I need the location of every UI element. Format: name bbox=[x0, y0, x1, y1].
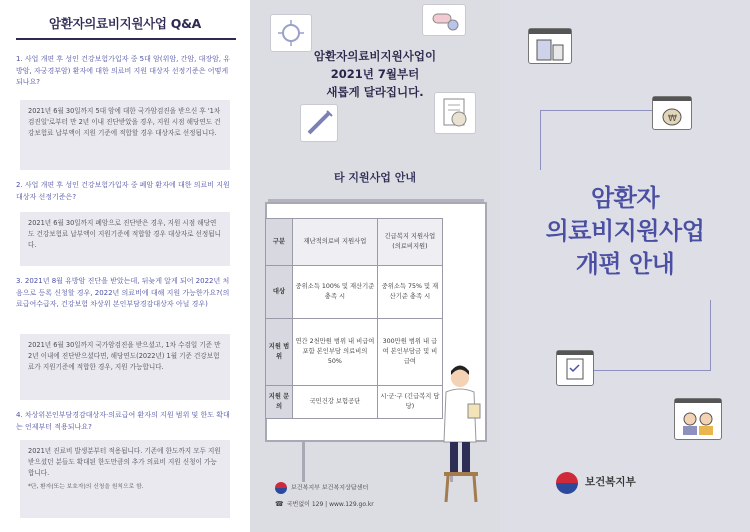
table-row bbox=[266, 386, 443, 419]
cover-title-line-3: 개편 안내 bbox=[575, 250, 675, 278]
headline bbox=[250, 47, 500, 101]
answer-3: 2021년 6월 30일까지 국가암검진을 받으셨고, 1차 수검일 기준 만 2년 이내에 진단받으셨다면, 해당연도(2022년) 1월 기준 건강보험료가 지원기준에 적합한 경우, 지원 가능합니다. bbox=[20, 334, 230, 400]
table-header-cell: 구분 bbox=[266, 219, 293, 266]
phone-icon: ☎ bbox=[275, 500, 284, 508]
qa-panel bbox=[0, 0, 250, 532]
footer-organizations bbox=[275, 482, 368, 494]
answer-4 bbox=[20, 440, 230, 518]
question-4: 4. 차상위본인부담경감대상자·의료급여 환자의 지원 범위 및 한도 확대는 언제부터 적용되나요? bbox=[16, 411, 230, 431]
cover-title bbox=[500, 182, 750, 281]
table-cell: 시·군·구 (긴급복지 담당) bbox=[377, 386, 442, 419]
document-check-icon bbox=[556, 350, 594, 386]
decorative-line bbox=[710, 300, 711, 370]
people-chat-icon bbox=[674, 398, 722, 440]
table-row bbox=[266, 266, 443, 319]
ministry-logo-icon bbox=[556, 472, 578, 494]
answer-4-note: *단, 환자(또는 보호자)의 신청을 원칙으로 함. bbox=[28, 484, 144, 490]
answer-1: 2021년 6월 30일까지 5대 암에 대한 국가암검진을 받으신 후 '1차 검진일'로부터 만 2년 이내 진단받았을 경우, 지원 시점 해당연도 건강보험료 납부액이 지원 기준에 적합할 경우 대상자로 선정됩니다. bbox=[20, 100, 230, 170]
qa-title: 암환자의료비지원사업 Q&A bbox=[48, 16, 202, 31]
table-row-label: 대상 bbox=[266, 266, 293, 319]
footer-organizations-text: 보건복지부 보건복지상담센터 bbox=[291, 484, 369, 492]
section-title: 타 지원사업 안내 bbox=[312, 168, 438, 188]
question-1: 1. 사업 개편 후 성인 건강보험가입자 중 5대 암(위암, 간암, 대장암, 유방암, 자궁경부암) 환자에 대한 의료비 지원 대상자 선정기준은 어떻게 되나요? bbox=[16, 55, 231, 86]
qa-title-underline bbox=[16, 38, 236, 40]
footer-contact bbox=[275, 499, 374, 508]
cover-panel bbox=[500, 0, 750, 532]
footer-contact-text: 국번없이 129 | www.129.go.kr bbox=[286, 501, 374, 508]
table-row-label: 지원 범위 bbox=[266, 319, 293, 386]
syringe-icon bbox=[300, 104, 338, 142]
decorative-line bbox=[540, 110, 541, 170]
answer-4-text: 2021년 진료비 발생분부터 적용됩니다. 기존에 한도까지 모두 지원받으셨던 분들도 확대된 한도만큼의 추가 의료비 지원 신청이 가능합니다. bbox=[28, 447, 221, 477]
answer-2: 2021년 6월 30일까지 폐암으로 진단받은 경우, 지원 시점 해당연도 건강보험료 납부액이 지원기준에 적합할 경우 대상자로 선정됩니다. bbox=[20, 212, 230, 266]
building-icon bbox=[528, 28, 572, 64]
table-header-cell: 재난적의료비 지원사업 bbox=[293, 219, 378, 266]
table-cell: 중위소득 75% 및 재산기준 충족 시 bbox=[377, 266, 442, 319]
decorative-line bbox=[594, 370, 711, 371]
decorative-line bbox=[540, 110, 652, 111]
pill-icon bbox=[422, 4, 466, 36]
question-3: 3. 2021년 8월 유방암 진단을 받았는데, 뒤늦게 알게 되어 2022년 처음으로 등록 신청할 경우, 2022년 의료비에 대해 지원 가능한가요?(의료급여수급자, 건강보험 차상위 본인부담경감대상자 아닐 경우) bbox=[16, 277, 230, 308]
table-header-cell: 긴급복지 지원사업 (의료비지원) bbox=[377, 219, 442, 266]
table-cell: 300만원 범위 내 급여 본인부담금 및 비급여 bbox=[377, 319, 442, 386]
table-cell: 국민건강 보험공단 bbox=[293, 386, 378, 419]
support-programs-table bbox=[265, 218, 443, 419]
table-header-row bbox=[266, 219, 443, 266]
table-row-label: 지원 문의 bbox=[266, 386, 293, 419]
table-cell: 연간 2천만원 범위 내 비급여 포함 본인부담 의료비의 50% bbox=[293, 319, 378, 386]
cover-title-line-1: 암환자 bbox=[590, 184, 660, 212]
info-panel bbox=[250, 0, 500, 532]
headline-line-2: 2021년 7월부터 bbox=[330, 67, 420, 81]
government-logo-icon bbox=[275, 482, 287, 494]
svg-text:₩: ₩ bbox=[668, 114, 677, 124]
headline-line-3: 새롭게 달라집니다. bbox=[326, 85, 424, 99]
question-2: 2. 사업 개편 후 성인 건강보험가입자 중 폐암 환자에 대한 의료비 지원 대상자 선정기준은? bbox=[16, 181, 230, 201]
whiteboard-leg-left bbox=[302, 442, 305, 482]
table-row bbox=[266, 319, 443, 386]
table-cell: 중위소득 100% 및 재산기준 충족 시 bbox=[293, 266, 378, 319]
cover-title-line-2: 의료비지원사업 bbox=[545, 217, 705, 245]
doctor-illustration bbox=[438, 362, 488, 502]
ministry-name: 보건복지부 bbox=[585, 476, 636, 488]
headline-line-1: 암환자의료비지원사업이 bbox=[313, 49, 437, 63]
money-bag-icon bbox=[652, 96, 692, 130]
